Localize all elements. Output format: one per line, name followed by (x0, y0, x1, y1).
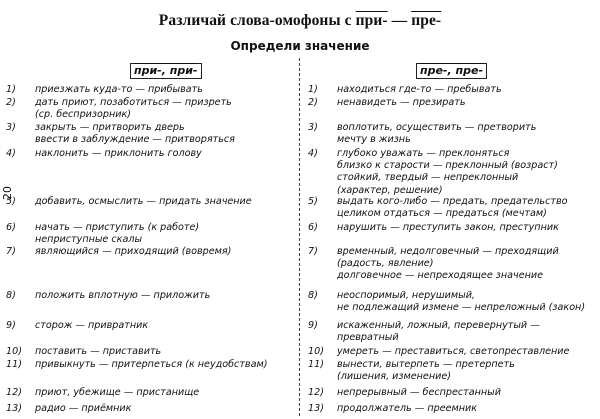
right-item-number: 13) (308, 403, 324, 414)
left-item-text: являющийся — приходящий (вовремя) (35, 246, 232, 257)
right-item-text: нарушить — преступить закон, преступник (337, 222, 559, 233)
right-item-text: близко к старости — преклонный (возраст) (337, 160, 558, 172)
column-divider (299, 58, 300, 416)
left-item-text: закрыть — притворить дверь (35, 122, 185, 133)
right-item-text: неоспоримый, нерушимый, (337, 290, 475, 301)
title-prefix-pri: при- (355, 12, 388, 29)
left-item-text: (ср. беспризорник) (35, 109, 132, 121)
left-item-number: 3) (6, 122, 16, 133)
title-dash: — (387, 12, 412, 29)
right-item-text: воплотить, осуществить — претворить (337, 122, 537, 133)
right-item-number: 9) (308, 320, 318, 331)
right-item-text: превратный (337, 332, 399, 344)
left-item-number: 5) (6, 196, 16, 207)
right-item-number: 2) (308, 97, 318, 108)
right-item-number: 5) (308, 196, 318, 207)
left-column-header: при-, при- (130, 63, 202, 79)
right-item-text: временный, недолговечный — преходящий (337, 246, 559, 257)
page-number: 20 (1, 186, 14, 200)
right-item-number: 6) (308, 222, 318, 233)
left-item-text: приезжать куда-то — прибывать (35, 84, 203, 95)
right-item-text: умереть — преставиться, светопреставление (337, 346, 570, 357)
right-item-number: 4) (308, 148, 318, 159)
right-item-text: ненавидеть — презирать (337, 97, 466, 108)
left-item-number: 4) (6, 148, 16, 159)
right-item-number: 7) (308, 246, 318, 257)
left-item-number: 1) (6, 84, 16, 95)
right-item-text: (лишения, изменение) (337, 371, 451, 383)
right-item-text: стойкий, твердый — непреклонный (337, 172, 519, 184)
left-item-text: приют, убежище — пристанище (35, 387, 200, 398)
right-item-text: непрерывный — беспрестанный (337, 387, 501, 398)
right-item-text: целиком отдаться — предаться (мечтам) (337, 208, 547, 220)
right-item-text: (характер, решение) (337, 184, 443, 196)
left-item-text: дать приют, позаботиться — призреть (35, 97, 232, 108)
right-item-number: 1) (308, 84, 318, 95)
left-item-text: поставить — приставить (35, 346, 162, 357)
left-item-text: радио — приёмник (35, 403, 132, 414)
right-item-text: продолжатель — преемник (337, 403, 478, 414)
left-item-number: 10) (6, 346, 22, 357)
left-item-number: 8) (6, 290, 16, 301)
left-item-number: 9) (6, 320, 16, 331)
left-item-number: 11) (6, 359, 22, 370)
left-item-text: начать — приступить (к работе) (35, 222, 200, 233)
right-item-number: 11) (308, 359, 324, 370)
right-item-number: 3) (308, 122, 318, 133)
left-item-number: 2) (6, 97, 16, 108)
right-item-text: (радость, явление) (337, 258, 434, 270)
page-title (0, 12, 600, 30)
left-item-text: сторож — привратник (35, 320, 149, 331)
right-item-text: мечту в жизнь (337, 134, 411, 146)
left-item-text: привыкнуть — притерпеться (к неудобствам) (35, 359, 268, 370)
right-item-text: долговечное — непреходящее значение (337, 270, 544, 282)
page-subtitle: Определи значение (230, 39, 370, 53)
right-item-text: вынести, вытерпеть — претерпеть (337, 359, 515, 370)
right-item-text: глубоко уважать — преклоняться (337, 148, 510, 159)
right-column-header: пре-, пре- (416, 63, 487, 79)
right-item-text: не подлежащий измене — непреложный (закон) (337, 302, 586, 314)
left-item-text: ввести в заблуждение — притворяться (35, 134, 235, 146)
right-item-number: 8) (308, 290, 318, 301)
title-prefix-pre: пре- (411, 12, 442, 29)
right-item-number: 12) (308, 387, 324, 398)
right-item-text: выдать кого-либо — предать, предательство (337, 196, 568, 207)
right-item-text: искаженный, ложный, перевернутый — (337, 320, 540, 331)
left-item-text: неприступные скалы (35, 234, 143, 246)
left-item-number: 7) (6, 246, 16, 257)
left-item-text: наклонить — приклонить голову (35, 148, 202, 159)
left-item-number: 13) (6, 403, 22, 414)
right-item-text: находиться где-то — пребывать (337, 84, 502, 95)
right-item-number: 10) (308, 346, 324, 357)
title-prefix: Различай слова-омофоны с (158, 12, 356, 29)
left-item-number: 6) (6, 222, 16, 233)
left-item-text: добавить, осмыслить — придать значение (35, 196, 252, 207)
left-item-number: 12) (6, 387, 22, 398)
left-item-text: положить вплотную — приложить (35, 290, 211, 301)
